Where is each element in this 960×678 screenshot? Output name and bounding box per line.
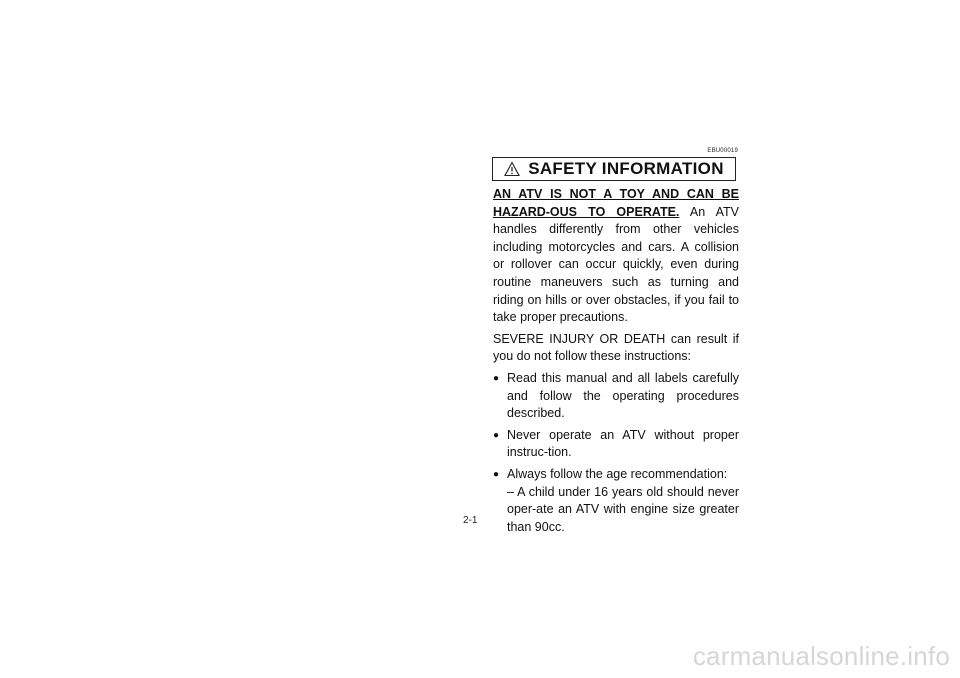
list-item — [493, 466, 739, 536]
watermark: carmanualsonline.info — [692, 641, 950, 671]
intro-paragraph — [493, 186, 739, 327]
list-item-text: Always follow the age recommendation: — [507, 466, 728, 481]
safety-content — [493, 186, 739, 540]
list-item-content — [507, 466, 739, 536]
list-item-text: Read this manual and all labels carefully and follow the operating procedures described. — [507, 370, 739, 421]
warning-triangle-icon — [504, 161, 520, 177]
list-item-text: Never operate an ATV without proper instruc-tion. — [507, 427, 739, 460]
section-title-box — [492, 157, 736, 181]
section-code: EBU00019 — [707, 148, 738, 154]
intro-lead: AN ATV IS NOT A TOY AND CAN BE HAZARD-OUS TO OPERATE. — [493, 187, 739, 219]
bullet-icon: ● — [493, 429, 500, 441]
intro-body: An ATV handles differently from other vehicles including motorcycles and cars. A collision or rollover can occur quickly, even during routine maneuvers such as turning and riding on hills or over obstacles, if you fail to take proper precautions. — [493, 204, 739, 325]
section-title: SAFETY INFORMATION — [528, 159, 724, 178]
bullet-icon: ● — [493, 468, 500, 480]
list-item-subtext: – A child under 16 years old should never oper-ate an ATV with engine size greater than 90cc. — [507, 484, 739, 534]
list-item — [493, 427, 739, 462]
page-number: 2-1 — [463, 515, 478, 526]
instruction-list — [493, 370, 739, 536]
bullet-icon: ● — [493, 372, 500, 384]
warning-paragraph: SEVERE INJURY OR DEATH can result if you do not follow these instructions: — [493, 331, 739, 364]
list-item — [493, 370, 739, 423]
